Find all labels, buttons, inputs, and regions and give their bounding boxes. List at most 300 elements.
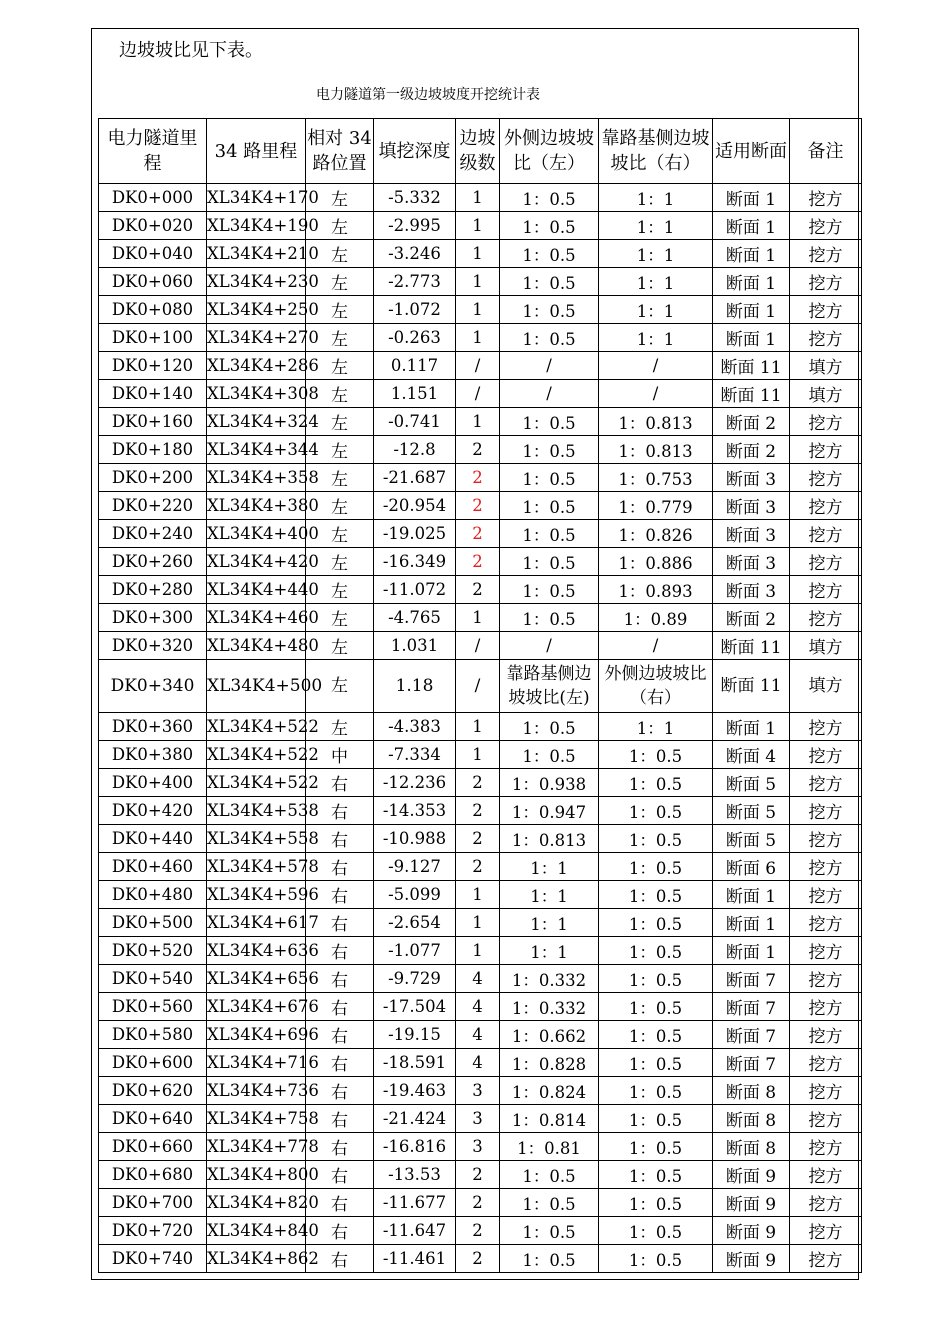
cell-note: 填方: [790, 380, 862, 408]
cell-right-ratio: 1：0.5: [599, 937, 713, 965]
cell-depth: 1.18: [374, 660, 456, 713]
cell-section: 断面 1: [713, 268, 790, 296]
cell-depth: -11.647: [374, 1217, 456, 1245]
cell-right-ratio: 1：0.5: [599, 769, 713, 797]
cell-position: 左: [306, 408, 374, 436]
table-row: [99, 660, 862, 713]
cell-left-ratio: 1：0.947: [500, 797, 599, 825]
cell-position: 左: [306, 296, 374, 324]
cell-section: 断面 7: [713, 1021, 790, 1049]
table-row: [99, 1133, 862, 1161]
cell-mileage: DK0+280: [99, 576, 207, 604]
cell-mileage: DK0+060: [99, 268, 207, 296]
cell-section: 断面 1: [713, 713, 790, 741]
cell-road-mileage: XL34K4+500: [207, 660, 306, 713]
cell-right-ratio: 1：0.5: [599, 909, 713, 937]
cell-right-ratio: 1：0.5: [599, 1161, 713, 1189]
cell-road-mileage: XL34K4+538: [207, 797, 306, 825]
cell-road-mileage: XL34K4+358: [207, 464, 306, 492]
cell-mileage: DK0+160: [99, 408, 207, 436]
cell-left-ratio: 1：0.81: [500, 1133, 599, 1161]
cell-left-ratio: 1：0.828: [500, 1049, 599, 1077]
cell-left-ratio: 1：0.5: [500, 548, 599, 576]
cell-road-mileage: XL34K4+636: [207, 937, 306, 965]
cell-depth: -5.332: [374, 184, 456, 212]
cell-levels: 2: [456, 797, 500, 825]
cell-road-mileage: XL34K4+380: [207, 492, 306, 520]
cell-mileage: DK0+240: [99, 520, 207, 548]
cell-note: 填方: [790, 632, 862, 660]
cell-depth: -19.463: [374, 1077, 456, 1105]
table-row: [99, 881, 862, 909]
table-row: [99, 1217, 862, 1245]
cell-mileage: DK0+180: [99, 436, 207, 464]
cell-depth: -20.954: [374, 492, 456, 520]
cell-levels: 2: [456, 576, 500, 604]
cell-section: 断面 3: [713, 464, 790, 492]
table-row: [99, 520, 862, 548]
cell-left-ratio: 1：0.5: [500, 408, 599, 436]
cell-section: 断面 2: [713, 436, 790, 464]
cell-mileage: DK0+360: [99, 713, 207, 741]
cell-right-ratio: /: [599, 352, 713, 380]
cell-mileage: DK0+460: [99, 853, 207, 881]
cell-position: 右: [306, 1105, 374, 1133]
cell-road-mileage: XL34K4+800: [207, 1161, 306, 1189]
table-row: [99, 576, 862, 604]
cell-position: 右: [306, 909, 374, 937]
table-row: [99, 1245, 862, 1273]
header-mileage: 电力隧道里程: [99, 119, 207, 184]
cell-left-ratio: 1：1: [500, 881, 599, 909]
cell-left-ratio: 1：0.824: [500, 1077, 599, 1105]
cell-note: 挖方: [790, 324, 862, 352]
cell-right-ratio: 1：1: [599, 296, 713, 324]
cell-levels: 2: [456, 769, 500, 797]
cell-position: 右: [306, 965, 374, 993]
cell-mileage: DK0+600: [99, 1049, 207, 1077]
cell-depth: -11.461: [374, 1245, 456, 1273]
cell-road-mileage: XL34K4+862: [207, 1245, 306, 1273]
table-row: [99, 1161, 862, 1189]
cell-position: 左: [306, 184, 374, 212]
cell-note: 挖方: [790, 713, 862, 741]
cell-levels: 3: [456, 1105, 500, 1133]
cell-note: 挖方: [790, 1161, 862, 1189]
cell-left-ratio: 1：1: [500, 853, 599, 881]
cell-left-ratio: 1：0.5: [500, 240, 599, 268]
cell-note: 挖方: [790, 993, 862, 1021]
cell-note: 挖方: [790, 604, 862, 632]
cell-levels: 1: [456, 881, 500, 909]
cell-note: 挖方: [790, 797, 862, 825]
cell-mileage: DK0+740: [99, 1245, 207, 1273]
cell-depth: -16.816: [374, 1133, 456, 1161]
cell-mileage: DK0+260: [99, 548, 207, 576]
cell-position: 左: [306, 713, 374, 741]
cell-mileage: DK0+100: [99, 324, 207, 352]
cell-mileage: DK0+480: [99, 881, 207, 909]
cell-road-mileage: XL34K4+716: [207, 1049, 306, 1077]
cell-position: 右: [306, 881, 374, 909]
cell-position: 右: [306, 1021, 374, 1049]
cell-levels: 1: [456, 604, 500, 632]
cell-road-mileage: XL34K4+522: [207, 769, 306, 797]
cell-note: 挖方: [790, 408, 862, 436]
table-row: [99, 797, 862, 825]
table-row: [99, 1077, 862, 1105]
cell-depth: 1.151: [374, 380, 456, 408]
table-row: [99, 1049, 862, 1077]
cell-road-mileage: XL34K4+460: [207, 604, 306, 632]
cell-mileage: DK0+420: [99, 797, 207, 825]
cell-road-mileage: XL34K4+578: [207, 853, 306, 881]
cell-position: 左: [306, 212, 374, 240]
cell-depth: -2.773: [374, 268, 456, 296]
cell-note: 挖方: [790, 853, 862, 881]
table-row: [99, 184, 862, 212]
cell-left-ratio: 1：0.662: [500, 1021, 599, 1049]
cell-levels: /: [456, 380, 500, 408]
cell-right-ratio: 1：0.5: [599, 1049, 713, 1077]
cell-position: 右: [306, 993, 374, 1021]
cell-mileage: DK0+020: [99, 212, 207, 240]
cell-road-mileage: XL34K4+676: [207, 993, 306, 1021]
table-row: [99, 464, 862, 492]
cell-mileage: DK0+720: [99, 1217, 207, 1245]
cell-mileage: DK0+640: [99, 1105, 207, 1133]
cell-note: 挖方: [790, 240, 862, 268]
cell-road-mileage: XL34K4+190: [207, 212, 306, 240]
cell-depth: 1.031: [374, 632, 456, 660]
cell-depth: -19.15: [374, 1021, 456, 1049]
cell-depth: -12.8: [374, 436, 456, 464]
cell-right-ratio: 1：0.826: [599, 520, 713, 548]
cell-depth: -3.246: [374, 240, 456, 268]
cell-levels: 1: [456, 408, 500, 436]
cell-note: 挖方: [790, 436, 862, 464]
cell-right-ratio: 1：1: [599, 212, 713, 240]
cell-right-ratio: 1：0.5: [599, 993, 713, 1021]
cell-mileage: DK0+560: [99, 993, 207, 1021]
cell-note: 挖方: [790, 1217, 862, 1245]
cell-note: 挖方: [790, 937, 862, 965]
cell-section: 断面 7: [713, 993, 790, 1021]
cell-road-mileage: XL34K4+324: [207, 408, 306, 436]
table-row: [99, 492, 862, 520]
cell-right-ratio: 1：0.893: [599, 576, 713, 604]
cell-mileage: DK0+580: [99, 1021, 207, 1049]
table-row: [99, 741, 862, 769]
cell-section: 断面 1: [713, 240, 790, 268]
cell-note: 挖方: [790, 909, 862, 937]
header-note: 备注: [790, 119, 862, 184]
cell-position: 右: [306, 1245, 374, 1273]
cell-right-ratio: 1：0.5: [599, 1217, 713, 1245]
table-row: [99, 408, 862, 436]
cell-left-ratio: 1：0.332: [500, 993, 599, 1021]
cell-position: 左: [306, 492, 374, 520]
cell-note: 挖方: [790, 212, 862, 240]
cell-position: 右: [306, 769, 374, 797]
cell-right-ratio: 1：0.886: [599, 548, 713, 576]
table-row: [99, 1105, 862, 1133]
cell-right-ratio: 1：0.5: [599, 853, 713, 881]
cell-right-ratio: 1：0.5: [599, 965, 713, 993]
table-title-wrap: [0, 84, 950, 104]
cell-mileage: DK0+320: [99, 632, 207, 660]
table-body: [99, 184, 862, 1273]
cell-position: 左: [306, 632, 374, 660]
cell-levels: 3: [456, 1077, 500, 1105]
cell-section: 断面 3: [713, 548, 790, 576]
table-row: [99, 212, 862, 240]
cell-left-ratio: 1：1: [500, 909, 599, 937]
cell-road-mileage: XL34K4+696: [207, 1021, 306, 1049]
cell-section: 断面 2: [713, 604, 790, 632]
cell-levels: 2: [456, 1217, 500, 1245]
header-outer-ratio: 外侧边坡坡比（左）: [500, 119, 599, 184]
cell-right-ratio: 1：0.5: [599, 1245, 713, 1273]
cell-levels: 3: [456, 1133, 500, 1161]
cell-position: 左: [306, 352, 374, 380]
table-row: [99, 769, 862, 797]
cell-right-ratio: /: [599, 632, 713, 660]
cell-levels: 2: [456, 1245, 500, 1273]
cell-road-mileage: XL34K4+286: [207, 352, 306, 380]
cell-depth: -0.263: [374, 324, 456, 352]
cell-mileage: DK0+080: [99, 296, 207, 324]
cell-section: 断面 3: [713, 492, 790, 520]
cell-right-ratio: 1：0.5: [599, 1189, 713, 1217]
cell-road-mileage: XL34K4+656: [207, 965, 306, 993]
cell-levels: 2: [456, 492, 500, 520]
cell-section: 断面 1: [713, 212, 790, 240]
cell-right-ratio: 1：0.5: [599, 741, 713, 769]
header-depth: 填挖深度: [374, 119, 456, 184]
cell-road-mileage: XL34K4+250: [207, 296, 306, 324]
cell-section: 断面 6: [713, 853, 790, 881]
cell-position: 右: [306, 1049, 374, 1077]
table-row: [99, 1189, 862, 1217]
cell-note: 挖方: [790, 1245, 862, 1273]
cell-section: 断面 5: [713, 797, 790, 825]
cell-note: 挖方: [790, 741, 862, 769]
cell-mileage: DK0+380: [99, 741, 207, 769]
cell-mileage: DK0+300: [99, 604, 207, 632]
cell-left-ratio: 1：0.938: [500, 769, 599, 797]
cell-position: 左: [306, 576, 374, 604]
cell-section: 断面 2: [713, 408, 790, 436]
cell-mileage: DK0+200: [99, 464, 207, 492]
cell-levels: 1: [456, 212, 500, 240]
cell-section: 断面 1: [713, 296, 790, 324]
cell-road-mileage: XL34K4+840: [207, 1217, 306, 1245]
cell-note: 挖方: [790, 1189, 862, 1217]
cell-position: 右: [306, 937, 374, 965]
cell-right-ratio: 1：0.5: [599, 1133, 713, 1161]
cell-left-ratio: /: [500, 380, 599, 408]
header-inner-ratio: 靠路基侧边坡坡比（右）: [599, 119, 713, 184]
cell-left-ratio: 1：1: [500, 937, 599, 965]
cell-depth: -18.591: [374, 1049, 456, 1077]
cell-section: 断面 7: [713, 1049, 790, 1077]
cell-position: 左: [306, 436, 374, 464]
cell-section: 断面 8: [713, 1133, 790, 1161]
cell-road-mileage: XL34K4+736: [207, 1077, 306, 1105]
cell-note: 挖方: [790, 492, 862, 520]
cell-road-mileage: XL34K4+596: [207, 881, 306, 909]
cell-levels: 2: [456, 1189, 500, 1217]
cell-left-ratio: 1：0.5: [500, 1161, 599, 1189]
cell-levels: 1: [456, 296, 500, 324]
cell-road-mileage: XL34K4+522: [207, 713, 306, 741]
cell-note: 挖方: [790, 1105, 862, 1133]
cell-road-mileage: XL34K4+344: [207, 436, 306, 464]
cell-mileage: DK0+520: [99, 937, 207, 965]
table-row: [99, 632, 862, 660]
cell-left-ratio: 1：0.5: [500, 324, 599, 352]
cell-note: 挖方: [790, 881, 862, 909]
cell-levels: /: [456, 352, 500, 380]
cell-note: 挖方: [790, 1049, 862, 1077]
cell-section: 断面 1: [713, 324, 790, 352]
cell-note: 填方: [790, 352, 862, 380]
cell-note: 挖方: [790, 576, 862, 604]
cell-levels: 2: [456, 1161, 500, 1189]
cell-left-ratio: 1：0.5: [500, 1189, 599, 1217]
cell-note: 挖方: [790, 1133, 862, 1161]
cell-road-mileage: XL34K4+558: [207, 825, 306, 853]
cell-position: 右: [306, 825, 374, 853]
cell-mileage: DK0+620: [99, 1077, 207, 1105]
cell-note: 填方: [790, 660, 862, 713]
cell-levels: /: [456, 660, 500, 713]
cell-note: 挖方: [790, 1021, 862, 1049]
cell-left-ratio: 1：0.814: [500, 1105, 599, 1133]
cell-right-ratio: 1：0.5: [599, 825, 713, 853]
cell-right-ratio: 1：0.5: [599, 881, 713, 909]
cell-right-ratio: 1：0.779: [599, 492, 713, 520]
cell-position: 左: [306, 548, 374, 576]
cell-position: 左: [306, 520, 374, 548]
cell-road-mileage: XL34K4+758: [207, 1105, 306, 1133]
cell-section: 断面 8: [713, 1077, 790, 1105]
table-row: [99, 436, 862, 464]
cell-right-ratio: 1：1: [599, 324, 713, 352]
cell-left-ratio: 1：0.5: [500, 212, 599, 240]
cell-right-ratio: 1：1: [599, 268, 713, 296]
cell-depth: -0.741: [374, 408, 456, 436]
cell-section: 断面 3: [713, 520, 790, 548]
table-row: [99, 713, 862, 741]
cell-position: 右: [306, 1189, 374, 1217]
cell-note: 挖方: [790, 548, 862, 576]
cell-position: 左: [306, 464, 374, 492]
cell-depth: -19.025: [374, 520, 456, 548]
cell-note: 挖方: [790, 464, 862, 492]
cell-depth: -7.334: [374, 741, 456, 769]
cell-position: 左: [306, 380, 374, 408]
cell-note: 挖方: [790, 825, 862, 853]
cell-section: 断面 1: [713, 937, 790, 965]
cell-road-mileage: XL34K4+480: [207, 632, 306, 660]
table-row: [99, 853, 862, 881]
cell-section: 断面 11: [713, 660, 790, 713]
cell-position: 右: [306, 1217, 374, 1245]
cell-left-ratio: 1：0.5: [500, 576, 599, 604]
cell-section: 断面 9: [713, 1161, 790, 1189]
cell-right-ratio: 1：0.5: [599, 1105, 713, 1133]
cell-depth: -17.504: [374, 993, 456, 1021]
cell-left-ratio: 1：0.5: [500, 520, 599, 548]
cell-levels: 2: [456, 436, 500, 464]
cell-left-ratio: 1：0.5: [500, 296, 599, 324]
cell-position: 右: [306, 1133, 374, 1161]
cell-left-ratio: 1：0.5: [500, 492, 599, 520]
cell-left-ratio: 1：0.5: [500, 464, 599, 492]
cell-mileage: DK0+040: [99, 240, 207, 268]
cell-section: 断面 9: [713, 1189, 790, 1217]
cell-levels: 2: [456, 825, 500, 853]
cell-section: 断面 8: [713, 1105, 790, 1133]
cell-levels: 4: [456, 993, 500, 1021]
cell-road-mileage: XL34K4+420: [207, 548, 306, 576]
cell-depth: -11.072: [374, 576, 456, 604]
cell-left-ratio: 1：0.5: [500, 713, 599, 741]
cell-road-mileage: XL34K4+820: [207, 1189, 306, 1217]
cell-right-ratio: 1：0.5: [599, 1021, 713, 1049]
cell-depth: -10.988: [374, 825, 456, 853]
cell-depth: -4.765: [374, 604, 456, 632]
table-row: [99, 352, 862, 380]
cell-levels: /: [456, 632, 500, 660]
cell-position: 右: [306, 1077, 374, 1105]
cell-depth: -1.077: [374, 937, 456, 965]
cell-depth: -21.687: [374, 464, 456, 492]
cell-section: 断面 7: [713, 965, 790, 993]
cell-section: 断面 1: [713, 184, 790, 212]
cell-depth: -1.072: [374, 296, 456, 324]
cell-note: 挖方: [790, 769, 862, 797]
cell-position: 右: [306, 853, 374, 881]
cell-position: 左: [306, 324, 374, 352]
cell-road-mileage: XL34K4+230: [207, 268, 306, 296]
header-position: 相对 34 路位置: [306, 119, 374, 184]
table-row: [99, 604, 862, 632]
cell-levels: 1: [456, 909, 500, 937]
cell-road-mileage: XL34K4+617: [207, 909, 306, 937]
cell-left-ratio: 1：0.813: [500, 825, 599, 853]
cell-left-ratio: /: [500, 352, 599, 380]
cell-note: 挖方: [790, 184, 862, 212]
cell-right-ratio: 1：0.813: [599, 436, 713, 464]
cell-depth: -16.349: [374, 548, 456, 576]
cell-left-ratio: 1：0.5: [500, 436, 599, 464]
table-row: [99, 548, 862, 576]
cell-section: 断面 9: [713, 1245, 790, 1273]
cell-position: 左: [306, 268, 374, 296]
cell-depth: -21.424: [374, 1105, 456, 1133]
cell-levels: 4: [456, 1021, 500, 1049]
cell-position: 左: [306, 604, 374, 632]
cell-section: 断面 11: [713, 352, 790, 380]
cell-note: 挖方: [790, 296, 862, 324]
cell-levels: 1: [456, 240, 500, 268]
cell-left-ratio: 靠路基侧边坡坡比(左): [500, 660, 599, 713]
cell-road-mileage: XL34K4+270: [207, 324, 306, 352]
cell-position: 右: [306, 1161, 374, 1189]
